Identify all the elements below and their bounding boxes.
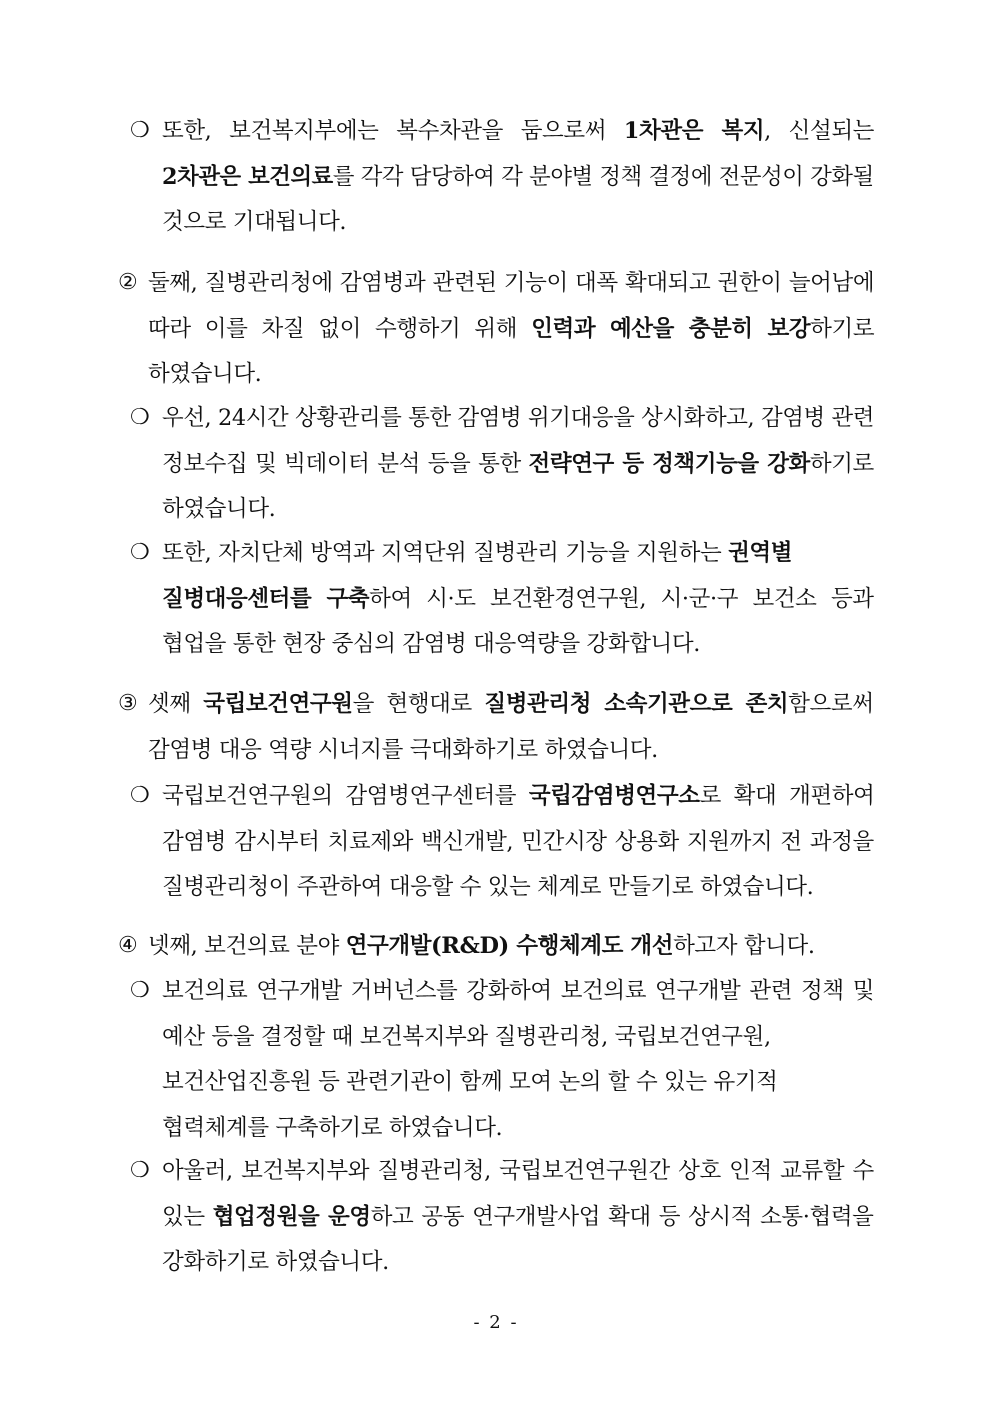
text-line <box>162 872 813 902</box>
text-run: 하기로 <box>810 315 875 342</box>
text-run: 둘째, 질병관리청에 감염병과 관련된 기능이 대폭 확대되고 권한이 늘어남에 <box>148 270 875 296</box>
text-line <box>162 1247 389 1277</box>
text-line <box>162 629 700 659</box>
text-run: 또한, 보건복지부에는 복수차관을 둠으로써 <box>162 118 624 144</box>
bold-text: 1차관은 복지 <box>623 118 765 144</box>
text-line <box>148 359 261 389</box>
text-line <box>148 931 815 961</box>
text-line <box>162 449 874 479</box>
text-run: 하고자 합니다. <box>673 933 815 959</box>
bold-text: 협업정원을 운영 <box>212 1203 371 1230</box>
text-line <box>162 827 874 857</box>
text-run: 따라 이를 차질 없이 수행하기 위해 <box>148 315 532 342</box>
bullet-circle-icon: ❍ <box>130 405 150 430</box>
text-line <box>148 689 874 719</box>
text-run: 감염병 대응 역량 시너지를 극대화하기로 하였습니다. <box>148 736 658 763</box>
bullet-circle-icon: ❍ <box>130 1158 150 1183</box>
text-line <box>162 403 874 433</box>
text-line <box>162 116 874 146</box>
bold-text: 질병대응센터를 구축 <box>162 585 370 612</box>
page-number: - 2 - <box>473 1312 519 1333</box>
text-line <box>162 1113 502 1143</box>
section-number-marker: ④ <box>118 933 138 958</box>
text-run: 협력체계를 구축하기로 하였습니다. <box>162 1114 503 1141</box>
text-run: 을 현행대로 <box>352 691 485 717</box>
text-run: 강화하기로 하였습니다. <box>162 1249 389 1275</box>
text-line <box>162 1156 874 1186</box>
text-line <box>162 1022 771 1052</box>
text-run: 정보수집 및 빅데이터 분석 등을 통한 <box>162 450 529 477</box>
text-line <box>162 207 346 237</box>
text-line <box>148 735 658 765</box>
text-line <box>162 1202 874 1232</box>
text-run: 있는 <box>162 1203 213 1230</box>
text-run: 또한, 자치단체 방역과 지역단위 질병관리 기능을 지원하는 <box>162 540 729 566</box>
text-run: 하고 공동 연구개발사업 확대 등 상시적 소통·협력을 <box>370 1203 874 1230</box>
bold-text: 국립보건연구원 <box>203 691 353 717</box>
bold-text: 국립감염병연구소 <box>528 783 700 809</box>
text-run: 것으로 기대됩니다. <box>162 209 347 235</box>
text-run: 협업을 통한 현장 중심의 감염병 대응역량을 강화합니다. <box>162 631 700 657</box>
bullet-circle-icon: ❍ <box>130 978 150 1003</box>
text-run: 넷째, 보건의료 분야 <box>148 933 346 959</box>
bold-text: 권역별 <box>728 540 793 566</box>
text-run: 보건산업진흥원 등 관련기관이 함께 모여 논의 할 수 있는 유기적 <box>162 1069 778 1095</box>
bold-text: 2차관은 보건의료 <box>162 163 333 190</box>
section-number-marker: ③ <box>118 691 138 716</box>
text-line <box>162 976 874 1006</box>
text-run: 예산 등을 결정할 때 보건복지부와 질병관리청, 국립보건연구원, <box>162 1023 771 1050</box>
text-run: 셋째 <box>148 691 204 717</box>
text-run: 하여 시·도 보건환경연구원, 시·군·구 보건소 등과 <box>369 585 874 612</box>
text-run: 보건의료 연구개발 거버넌스를 강화하여 보건의료 연구개발 관련 정책 및 <box>162 978 875 1004</box>
text-run: 질병관리청이 주관하여 대응할 수 있는 체계로 만들기로 하였습니다. <box>162 874 814 900</box>
text-line <box>162 1067 777 1097</box>
text-line <box>162 584 874 614</box>
text-run: 하기로 <box>809 450 874 477</box>
text-line <box>162 781 874 811</box>
bold-text: 전략연구 등 정책기능을 강화 <box>528 450 810 477</box>
text-line <box>148 268 874 298</box>
text-run: 감염병 감시부터 치료제와 백신개발, 민간시장 상용화 지원까지 전 과정을 <box>162 828 874 855</box>
bullet-circle-icon: ❍ <box>130 783 150 808</box>
text-line <box>148 314 874 344</box>
text-run: 하였습니다. <box>162 496 276 522</box>
text-run: 함으로써 <box>788 691 874 717</box>
bullet-circle-icon: ❍ <box>130 540 150 565</box>
text-line <box>162 162 874 192</box>
text-run: 로 확대 개편하여 <box>699 783 875 809</box>
bold-text: 질병관리청 소속기관으로 존치 <box>484 691 789 717</box>
section-number-marker: ② <box>118 270 138 295</box>
text-run: 국립보건연구원의 감염병연구센터를 <box>162 783 529 809</box>
text-run: , 신설되는 <box>764 118 875 144</box>
text-run: 를 각각 담당하여 각 분야별 정책 결정에 전문성이 강화될 <box>332 163 874 190</box>
text-run: 우선, 24시간 상황관리를 통한 감염병 위기대응을 상시화하고, 감염병 관련 <box>162 405 875 431</box>
text-run: 하였습니다. <box>148 361 262 387</box>
text-line <box>162 494 275 524</box>
bold-text: 인력과 예산을 충분히 보강 <box>531 315 811 342</box>
bold-text: 연구개발(R&D) 수행체계도 개선 <box>345 933 674 959</box>
bullet-circle-icon: ❍ <box>130 118 150 143</box>
text-line <box>162 538 792 568</box>
text-run: 아울러, 보건복지부와 질병관리청, 국립보건연구원간 상호 인적 교류할 수 <box>162 1158 874 1184</box>
